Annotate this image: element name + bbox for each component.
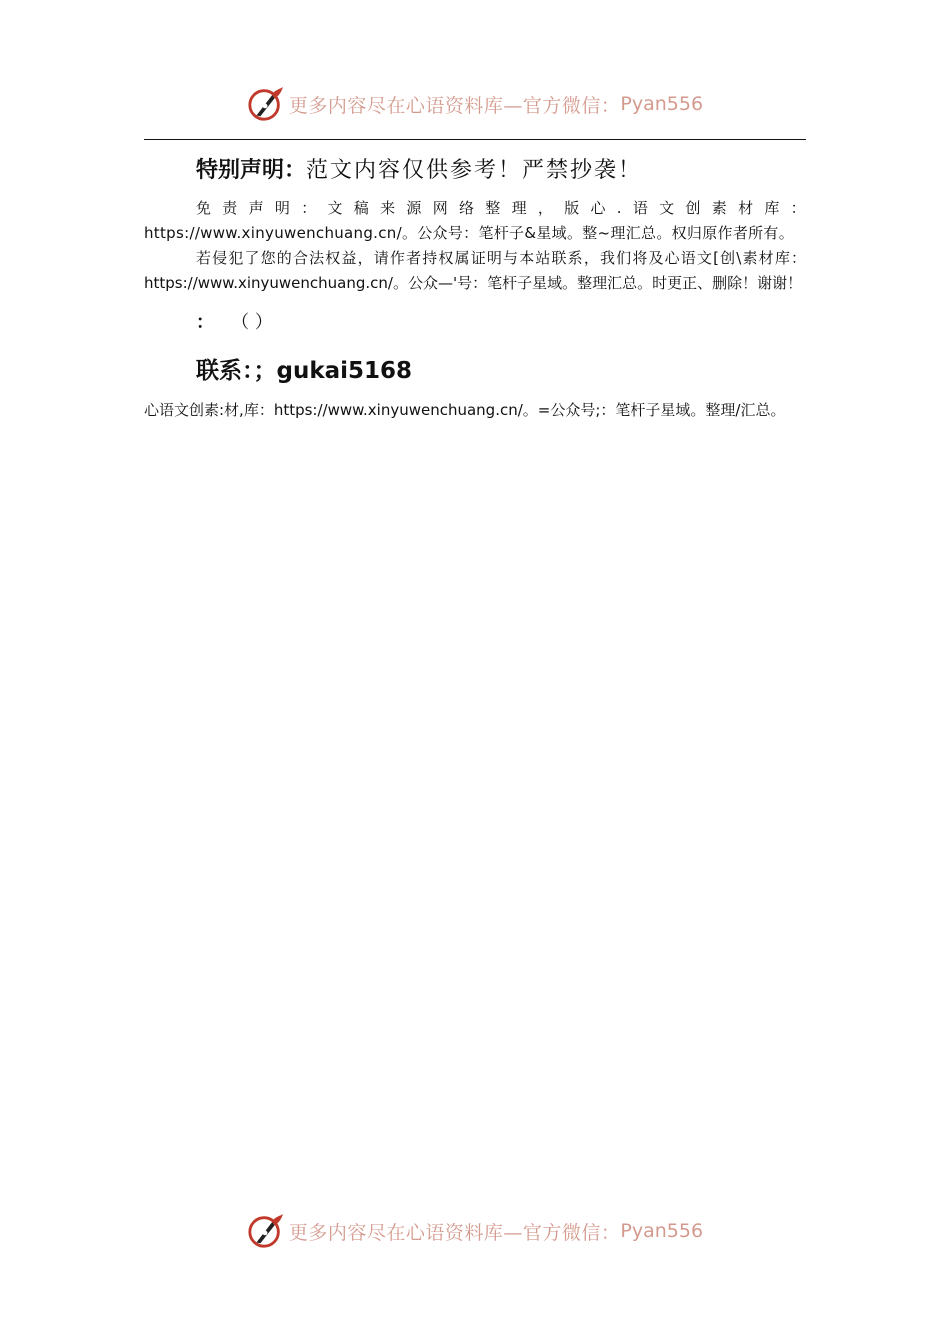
blank-line — [196, 310, 806, 336]
notice-title-lead: 特别声明： — [196, 158, 307, 183]
quill-pen-circle-icon — [247, 1212, 285, 1250]
quill-pen-circle-icon — [247, 85, 285, 123]
document-body — [144, 150, 806, 423]
notice-title-rest: 范文内容仅供参考！严禁抄袭！ — [306, 158, 643, 183]
blank-line-parens: （ ） — [231, 312, 273, 333]
header-divider — [144, 139, 806, 140]
banner-text: 更多内容尽在心语资料库—官方微信： — [288, 94, 621, 117]
contact-line: 联系：；gukai5168 — [196, 358, 413, 384]
disclaimer-paragraph-1: 免责声明：文稿来源网络整理，版心.语文创素材库：https://www.xinyuwenchuang.cn/。公众号：笔杆子&星域。整~理汇总。权归原作者所有。 — [144, 199, 806, 242]
footer-banner — [0, 1209, 950, 1253]
banner-wechat-id: Pyan556 — [620, 1220, 704, 1242]
blank-line-colon: ： — [196, 312, 214, 333]
disclaimer-paragraph-2: 若侵犯了您的合法权益，请作者持权属证明与本站联系，我们将及心语文[创\素材库：https://www.xinyuwenchuang.cn/。公众—'号：笔杆子星域。整理汇总。时更正、删除！谢谢！ — [144, 249, 806, 292]
banner-wechat-id: Pyan556 — [620, 93, 704, 115]
header-banner — [0, 82, 950, 126]
notice-title — [196, 154, 806, 188]
banner-text: 更多内容尽在心语资料库—官方微信： — [288, 1221, 621, 1244]
footer-paragraph: 心语文创素:材,库：https://www.xinyuwenchuang.cn/。=公众号;：笔杆子星域。整理/汇总。 — [144, 401, 786, 419]
